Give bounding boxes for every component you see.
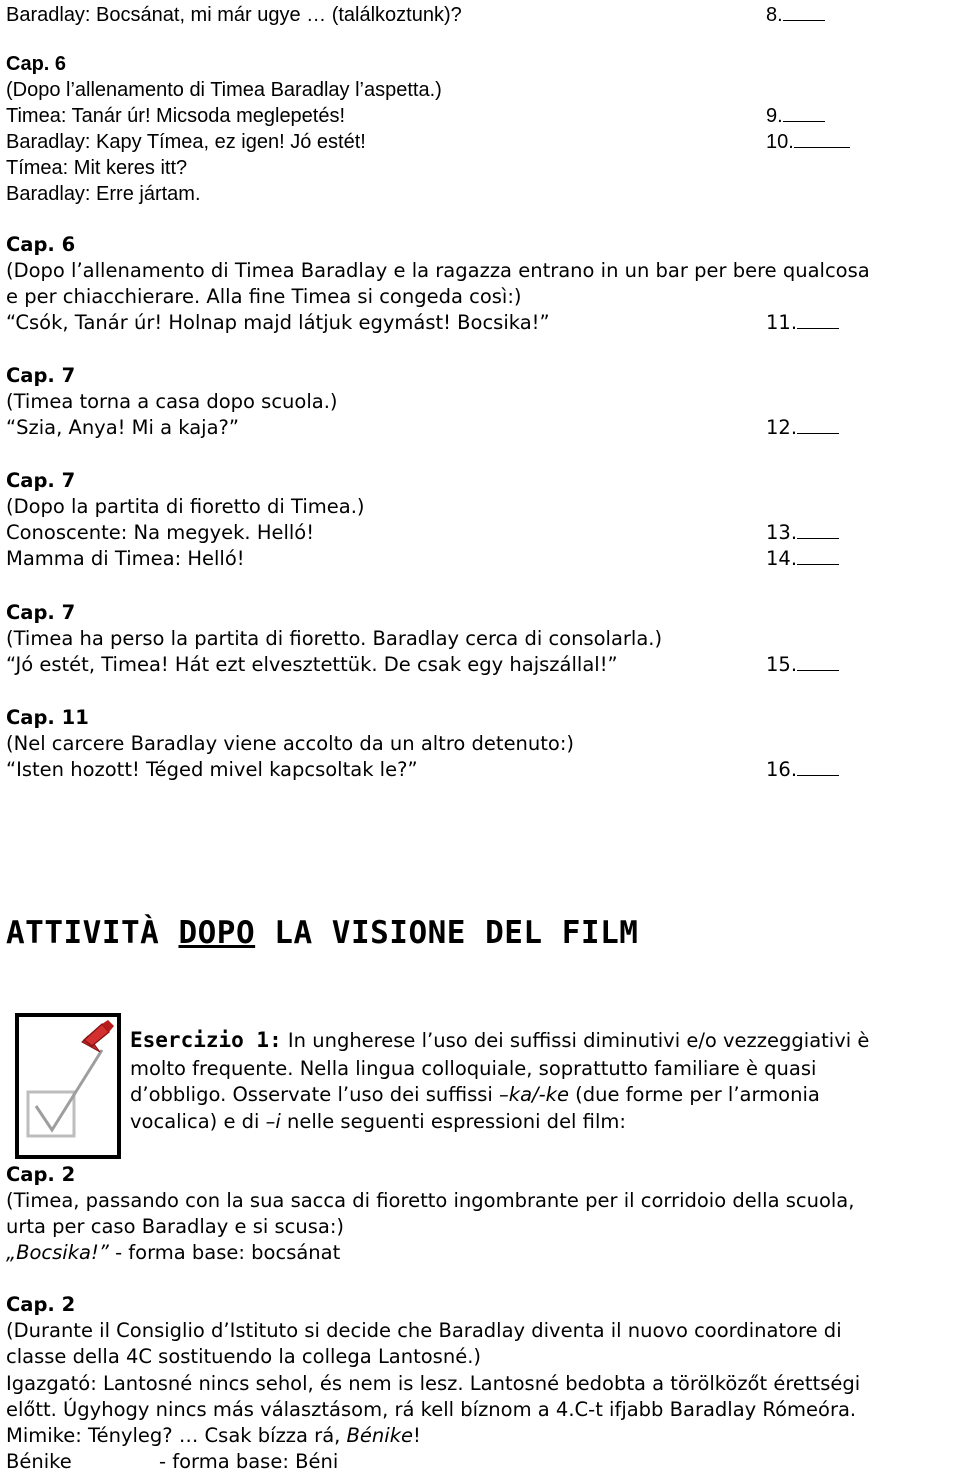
scene-note: (Durante il Consiglio d’Istituto si decide che Baradlay diventa il nuovo coordinatore di	[6, 1319, 842, 1342]
answer-slot-11[interactable]: 11.	[766, 310, 839, 336]
answer-blank[interactable]	[797, 652, 839, 671]
answer-blank[interactable]	[797, 415, 839, 434]
dialogue-line: Mamma di Timea: Helló!	[6, 547, 245, 570]
answer-blank[interactable]	[797, 757, 839, 776]
answer-slot-15[interactable]: 15.	[766, 652, 839, 678]
answer-blank[interactable]	[783, 2, 825, 21]
answer-slot-9[interactable]: 9.	[766, 103, 825, 129]
dialogue-line: Timea: Tanár úr! Micsoda meglepetés!	[6, 105, 346, 127]
chapter-label: Cap. 7	[6, 601, 76, 624]
chapter-label: Cap. 6	[6, 233, 76, 256]
scene-note: (Timea ha perso la partita di fioretto. Baradlay cerca di consolarla.)	[6, 627, 663, 650]
dialogue-line: Igazgató: Lantosné nincs sehol, és nem is lesz. Lantosné bedobta a törölközőt érettségi	[6, 1372, 861, 1395]
exercise-instructions: molto frequente. Nella lingua colloquiale, soprattutto familiare è quasi	[130, 1057, 817, 1080]
dialogue-line: Conoscente: Na megyek. Helló!	[6, 521, 315, 544]
example-line: Bénike - forma base: Béni	[6, 1450, 339, 1473]
dialogue-line: Tímea: Mit keres itt?	[6, 157, 188, 179]
answer-slot-10[interactable]: 10.	[766, 129, 850, 155]
dialogue-line: Baradlay: Erre jártam.	[6, 183, 201, 205]
example-line: „Bocsika!” - forma base: bocsánat	[6, 1241, 341, 1264]
dialogue-line: előtt. Úgyhogy nincs más választásom, rá kell bíznom a 4.C-t ifjabb Baradlay Rómeóra.	[6, 1398, 857, 1421]
chapter-label: Cap. 7	[6, 364, 76, 387]
chapter-label: Cap. 7	[6, 469, 76, 492]
answer-slot-13[interactable]: 13.	[766, 520, 839, 546]
scene-note: classe della 4C sostituendo la collega Lantosné.)	[6, 1345, 482, 1368]
scene-note: (Dopo l’allenamento di Timea Baradlay e la ragazza entrano in un bar per bere qualcosa	[6, 259, 870, 282]
section-heading: ATTIVITÀ DOPO LA VISIONE DEL FILM	[6, 915, 639, 951]
scene-note: (Timea, passando con la sua sacca di fioretto ingombrante per il corridoio della scuola,	[6, 1189, 855, 1212]
exercise-instructions: d’obbligo. Osservate l’uso dei suffissi –ka/-ke (due forme per l’armonia	[130, 1083, 820, 1106]
exercise-instructions: Esercizio 1: In ungherese l’uso dei suffissi diminutivi e/o vezzeggiativi è	[130, 1028, 870, 1052]
answer-blank[interactable]	[797, 520, 839, 539]
dialogue-line: “Isten hozott! Téged mivel kapcsoltak le?”	[6, 758, 418, 781]
dialogue-line: “Szia, Anya! Mi a kaja?”	[6, 416, 239, 439]
chapter-label: Cap. 11	[6, 706, 89, 729]
answer-slot-14[interactable]: 14.	[766, 546, 839, 572]
scene-note: urta per caso Baradlay e si scusa:)	[6, 1215, 344, 1238]
scene-note: (Nel carcere Baradlay viene accolto da un altro detenuto:)	[6, 732, 575, 755]
answer-slot-8[interactable]: 8.	[766, 2, 825, 28]
dialogue-line: “Csók, Tanár úr! Holnap majd látjuk egymást! Bocsika!”	[6, 311, 550, 334]
checkbox-checkmark-icon	[14, 1012, 122, 1160]
dialogue-line: Baradlay: Bocsánat, mi már ugye … (találkoztunk)?	[6, 4, 462, 26]
answer-blank[interactable]	[794, 129, 850, 148]
scene-note: (Dopo la partita di fioretto di Timea.)	[6, 495, 365, 518]
answer-slot-12[interactable]: 12.	[766, 415, 839, 441]
chapter-label: Cap. 2	[6, 1293, 76, 1316]
exercise-instructions: vocalica) e di –i nelle seguenti espressioni del film:	[130, 1110, 626, 1133]
chapter-label: Cap. 2	[6, 1163, 76, 1186]
scene-note: (Timea torna a casa dopo scuola.)	[6, 390, 338, 413]
scene-note: (Dopo l’allenamento di Timea Baradlay l’aspetta.)	[6, 79, 442, 101]
dialogue-line: “Jó estét, Timea! Hát ezt elvesztettük. De csak egy hajszállal!”	[6, 653, 618, 676]
answer-blank[interactable]	[783, 103, 825, 122]
answer-slot-16[interactable]: 16.	[766, 757, 839, 783]
dialogue-line: Mimike: Tényleg? … Csak bízza rá, Bénike!	[6, 1424, 421, 1447]
dialogue-line: Baradlay: Kapy Tímea, ez igen! Jó estét!	[6, 131, 366, 153]
answer-blank[interactable]	[797, 546, 839, 565]
scene-note: e per chiacchierare. Alla fine Timea si congeda così:)	[6, 285, 522, 308]
chapter-label: Cap. 6	[6, 53, 67, 75]
answer-blank[interactable]	[797, 310, 839, 329]
